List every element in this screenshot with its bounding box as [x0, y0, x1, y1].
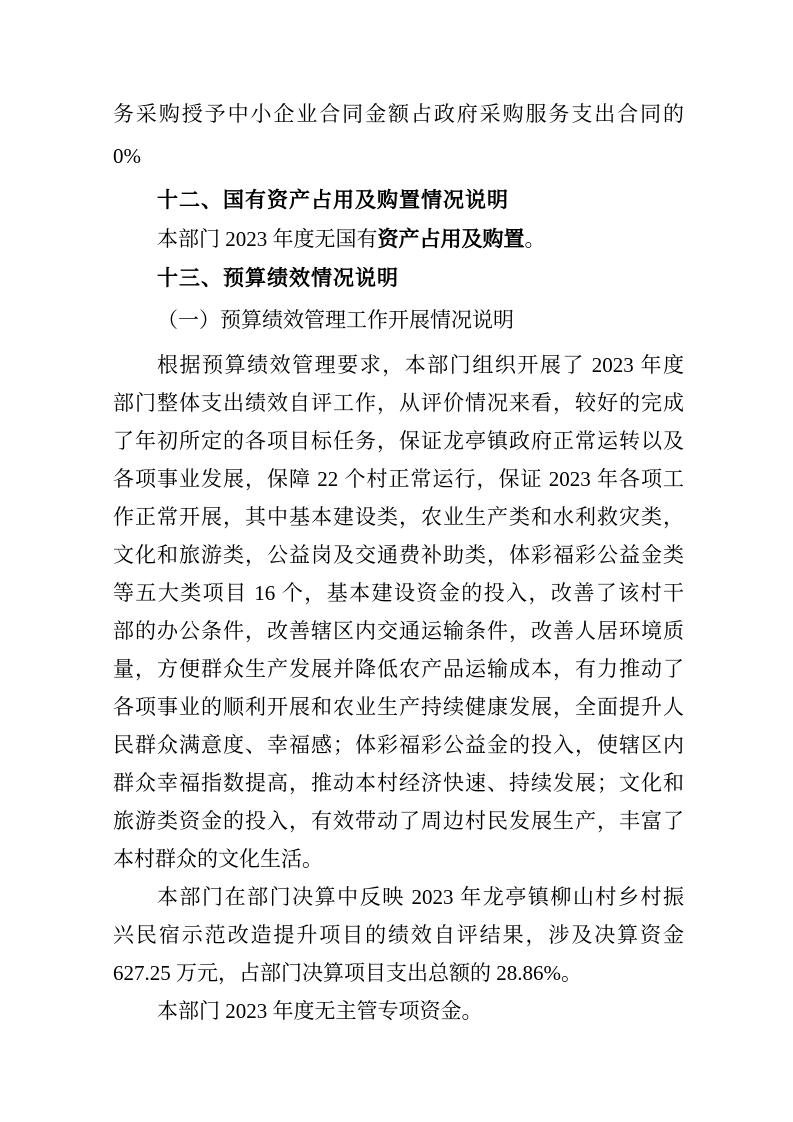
body-line: 各项事业的顺利开展和农业生产持续健康发展，全面提升人 — [113, 695, 684, 719]
body-line: 文化和旅游类，公益岗及交通费补助类，体彩福彩公益金类 — [113, 543, 684, 567]
section-13-heading: 十三、预算绩效情况说明 — [157, 267, 399, 290]
section-12-body-suffix: 。 — [524, 227, 546, 251]
body-line: 部门整体支出绩效自评工作，从评价情况来看，较好的完成 — [113, 391, 684, 415]
body-line: 务采购授予中小企业合同金额占政府采购服务支出合同的 — [113, 102, 684, 126]
body-line: 根据预算绩效管理要求，本部门组织开展了 2023 年度 — [157, 353, 684, 377]
body-line: 兴民宿示范改造提升项目的绩效自评结果，涉及决算资金 — [113, 923, 684, 947]
body-line: 了年初所定的各项目标任务，保证龙亭镇政府正常运转以及 — [113, 429, 684, 453]
body-line: 本部门 2023 年度无主管专项资金。 — [157, 999, 483, 1023]
body-line: 各项事业发展，保障 22 个村正常运行，保证 2023 年各项工 — [113, 467, 684, 491]
body-line: 量，方便群众生产发展并降低农产品运输成本，有力推动了 — [113, 657, 684, 681]
section-12-body-bold: 资产占用及购置 — [377, 228, 525, 251]
body-line: 作正常开展，其中基本建设类，农业生产类和水利救灾类， — [113, 505, 684, 529]
section-12-body-line — [113, 220, 684, 258]
body-line: 部的办公条件，改善辖区内交通运输条件，改善人居环境质 — [113, 619, 684, 643]
body-line: 本村群众的文化生活。 — [113, 847, 323, 871]
body-line: 本部门在部门决算中反映 2023 年龙亭镇柳山村乡村振 — [157, 885, 684, 909]
body-line: 627.25 万元，占部门决算项目支出总额的 28.86%。 — [113, 961, 582, 985]
section-13-subheading: （一）预算绩效管理工作开展情况说明 — [157, 308, 514, 332]
body-line: 群众幸福指数提高，推动本村经济快速、持续发展；文化和 — [113, 771, 684, 795]
percentage-line: 0% — [113, 144, 141, 168]
section-12-body-prefix: 本部门 2023 年度无国有 — [157, 227, 378, 251]
body-line: 民群众满意度、幸福感；体彩福彩公益金的投入，使辖区内 — [113, 733, 684, 757]
body-line: 旅游类资金的投入，有效带动了周边村民发展生产，丰富了 — [113, 809, 684, 833]
section-12-heading: 十二、国有资产占用及购置情况说明 — [157, 189, 509, 212]
body-line: 等五大类项目 16 个，基本建设资金的投入，改善了该村干 — [113, 581, 684, 605]
